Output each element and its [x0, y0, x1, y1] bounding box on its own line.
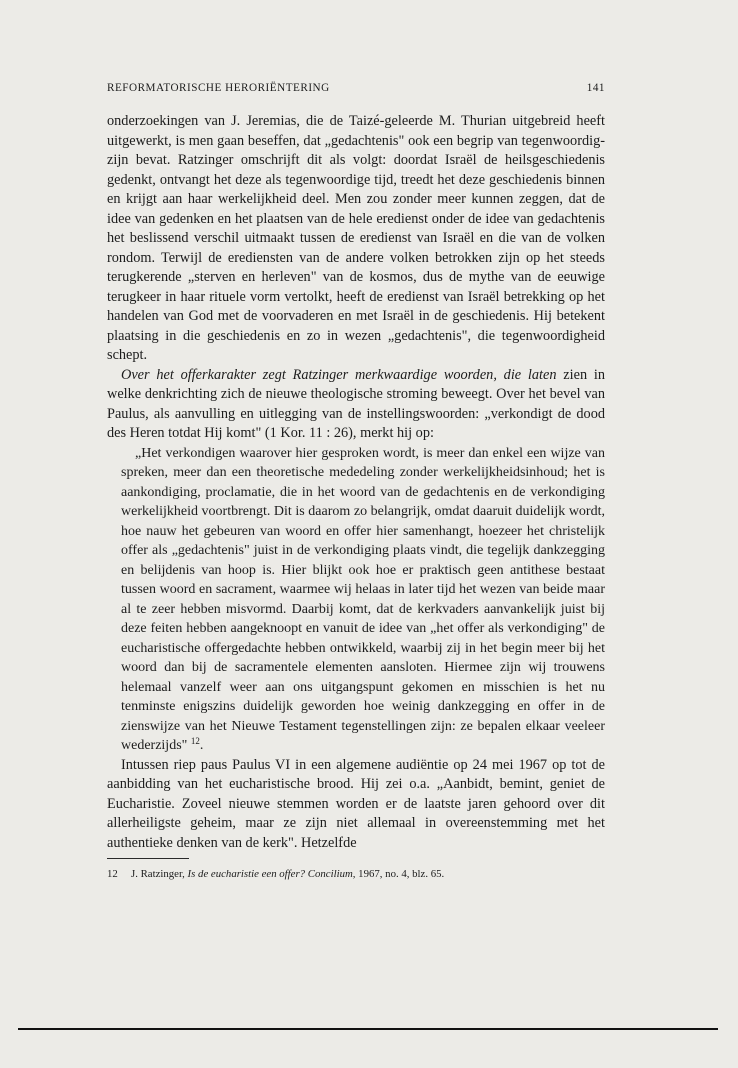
page-number: 141	[586, 82, 605, 94]
footnote-title: Is de eucharistie een offer? Concilium,	[187, 868, 356, 880]
paragraph-1: onderzoekingen van J. Jeremias, die de Taizé-geleerde M. Thurian uitgebreid heeft uitgewerkt, is men gaan beseffen, dat „gedachtenis" ook een begrip van tegenwoordig-zijn bevat. Ratzinger omschrijft dit als volgt: doordat Israël de heilsgeschiedenis gedenkt, ontvangt het deze als tegenwoordige tijd, treedt het deze geschiedenis binnen en krijgt aan haar werkelijkheid deel. Men zou zonder meer kunnen zeggen, dat de idee van gedenken en het plaatsen van de hele eredienst onder de idee van gedachtenis het beslissend verschil uitmaakt tussen de eredienst van Israël en die van de volken rondom. Terwijl de erediensten van de andere volken betrokken zijn op het steeds terugkerende „sterven en herleven" van de kosmos, dus de mythe van de eeuwige terugkeer in haar rituele vorm vertolkt, heeft de eredienst van Israël betrekking op het handelen van God met de voorvaderen en met Israël in de geschiedenis. Hij betekent plaatsing in die geschiedenis en zo in wezen „gedachtenis", die tegenwoordigheid schept.	[107, 113, 605, 363]
footnote	[107, 867, 605, 881]
footnote-details: 1967, no. 4, blz. 65.	[358, 868, 445, 880]
footnote-author: J. Ratzinger,	[131, 868, 185, 880]
paragraph-2-text: zien in welke denkrichting zich de nieuwe theologische stroming beweegt. Over het bevel van Paulus, als aanvulling en uitlegging van de instellingswoorden: „verkondigt de dood des Heren totdat Hij komt" (1 Kor. 11 : 26), merkt hij op:	[107, 366, 605, 441]
paragraph-2	[107, 366, 605, 444]
paragraph-2-italic: Over het offerkarakter zegt Ratzinger merkwaardige woorden, die laten	[121, 366, 557, 383]
footnote-divider	[107, 858, 189, 859]
running-head-title: REFORMATORISCHE HERORIËNTERING	[107, 82, 330, 94]
block-quote: „Het verkondigen waarover hier gesproken wordt, is meer dan enkel een wijze van spreken, meer dan een theoretische mededeling zonder werkelijkheidsinhoud; het is aankondiging, proclamatie, die in het woord van de gedachtenis en de verkondiging werkelijkheid voortbrengt. Dit is daarom zo belangrijk, omdat daaruit duidelijk wordt, hoe nauw het gebeuren van woord en offer hier samenhangt, hoezeer het christelijk offer als „gedachtenis" juist in de verkondiging plaats vindt, die tegelijk dankzegging en belijdenis van hoop is. Hier blijkt ook hoe er praktisch geen antithese bestaat tussen woord en sacrament, waarmee wij helaas in later tijd het wezen van beide maar al te zeer hebben misvormd. Daarbij komt, dat de kerkvaders aanvankelijk juist bij deze feiten hebben aangeknoopt en vanuit de idee van „het offer als verkondiging" de eucharistische offergedachte hebben ontwikkeld, waarbij zij in het begin meer bij het woord dan bij de sacramentele elementen aansloten. Hiermee zijn wij trouwens helemaal vanzelf weer aan ons uitgangspunt gekomen en misschien is het nu tenminste enigszins duidelijk geworden hoe weinig dankzegging en offer in de zienswijze van het Nieuwe Testament tegenstellingen zijn: ze bepalen elkaar veeleer wederzijds" $^{12}$.	[121, 445, 605, 753]
block-quote-text: „Het verkondigen waarover hier gesproken wordt, is meer dan enkel een wijze van spreken, meer dan een theoretische mededeling zonder werkelijkheidsinhoud; het is aankondiging, proclamatie, die in het woord van de gedachtenis en de verkondiging werkelijkheid voortbrengt. Dit is daarom zo belangrijk, omdat daaruit duidelijk wordt, hoe nauw het gebeuren van woord en offer hier samenhangt, hoezeer het christelijk offer als „gedachtenis" juist in de verkondiging plaats vindt, die tegelijk dankzegging en belijdenis van hoop is. Hier blijkt ook hoe er praktisch geen antithese bestaat tussen woord en sacrament, waarmee wij helaas in later tijd het wezen van beide maar al te zeer hebben misvormd. Daarbij komt, dat de kerkvaders aanvankelijk juist bij deze feiten hebben aangeknoopt en vanuit de idee van „het offer als verkondiging" de eucharistische offergedachte hebben ontwikkeld, waarbij zij in het begin meer bij het woord dan bij de sacramentele elementen aansloten. Hiermee zijn wij trouwens helemaal vanzelf weer aan ons uitgangspunt gekomen en misschien is het nu tenminste enigszins duidelijk geworden hoe weinig dankzegging en offer in de zienswijze van het Nieuwe Testament tegenstellingen zijn: ze bepalen elkaar veeleer wederzijds"	[121, 445, 605, 753]
paragraph-3: Intussen riep paus Paulus VI in een algemene audiëntie op 24 mei 1967 op tot de aanbidding van het eucharistische brood. Hij zei o.a. „Aanbidt, bemint, geniet de Eucharistie. Zoveel nieuwe stemmen worden er de laatste jaren gehoord over dit allerheiligste geheim, maar ze zijn niet allemaal in overeenstemming met het authentieke denken van de kerk". Hetzelfde	[107, 756, 605, 851]
running-header	[107, 82, 605, 98]
footnote-number: 12	[107, 868, 118, 880]
scan-bottom-edge	[18, 1028, 718, 1030]
footnote-reference: 12	[190, 736, 200, 746]
main-text	[107, 112, 605, 853]
